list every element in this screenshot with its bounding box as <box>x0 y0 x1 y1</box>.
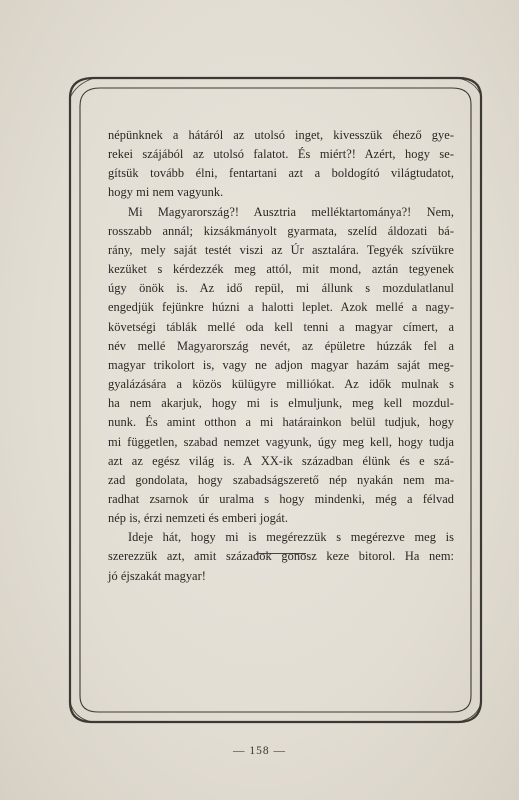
text-line: úgy önök is. Az idő repül, mi állunk s mozdulatlanul <box>108 281 454 296</box>
text-line: mi független, szabad nemzet vagyunk, úgy meg kell, hogy tudja <box>108 434 454 449</box>
text-line: Mi Magyarország?! Ausztria melléktartománya?! Nem, <box>128 204 454 219</box>
text-line: rány, mely saját testét viszi az Úr asztalára. Tegyék szívükre <box>108 242 454 257</box>
text-line: zad gondolata, hogy szabadságszerető nép nyakán nem ma- <box>108 472 454 487</box>
text-line: magyar trikolort is, vagy ne adjon magyar hazám saját meg- <box>108 357 454 372</box>
text-line: gyalázására a közös külügyre milliókat. Az idők mulnak s <box>108 377 454 392</box>
text-line: jó éjszakát magyar! <box>108 568 206 583</box>
text-line: név mellé Magyarország nevét, az épületre húzzák fel a <box>108 338 454 353</box>
text-line: gítsük tovább élni, fentartani azt a boldogító világtudatot, <box>108 166 454 181</box>
section-divider <box>256 553 306 554</box>
text-line: radhat zsarnok úr uralma s hogy mindenki, még a félvad <box>108 491 454 506</box>
text-line: nép is, érzi nemzeti és emberi jogát. <box>108 511 289 526</box>
page-number: — 158 — <box>233 745 286 757</box>
paragraph <box>108 203 454 529</box>
text-line: kezüket s kérdezzék meg attól, mit mond, aztán tegyenek <box>108 262 454 277</box>
text-line: engedjük fejünkre húzni a halotti leplet. Azok mellé a nagy- <box>108 300 454 315</box>
text-line: rekei szájából az utolsó falatot. És miért?! Azért, hogy se- <box>108 147 454 162</box>
text-line: Ideje hát, hogy mi is megérezzük s megérezve meg is <box>128 530 454 545</box>
text-line: rosszabb annál; kizsákmányolt gyarmata, szelíd áldozati bá- <box>108 223 454 238</box>
text-line: követségi táblák mellé oda kell tenni a magyar címert, a <box>108 319 454 334</box>
body-text <box>108 126 454 586</box>
text-line: hogy mi nem vagyunk. <box>108 185 224 200</box>
text-line: nunk. És amint otthon a mi határainkon belül tudjuk, hogy <box>108 415 454 430</box>
paragraph <box>108 126 454 203</box>
text-line: ha nem akarjuk, hogy mi is elmuljunk, meg kell mozdul- <box>108 396 454 411</box>
paragraph <box>108 528 454 585</box>
text-line: szerezzük azt, amit századok gonosz keze bitorol. Ha nem: <box>108 549 454 564</box>
text-line: népünknek a hátáról az utolsó inget, kivesszük éhező gye- <box>108 128 454 142</box>
text-line: azt az egész világ is. A XX-ik században élünk és e szá- <box>108 453 454 468</box>
